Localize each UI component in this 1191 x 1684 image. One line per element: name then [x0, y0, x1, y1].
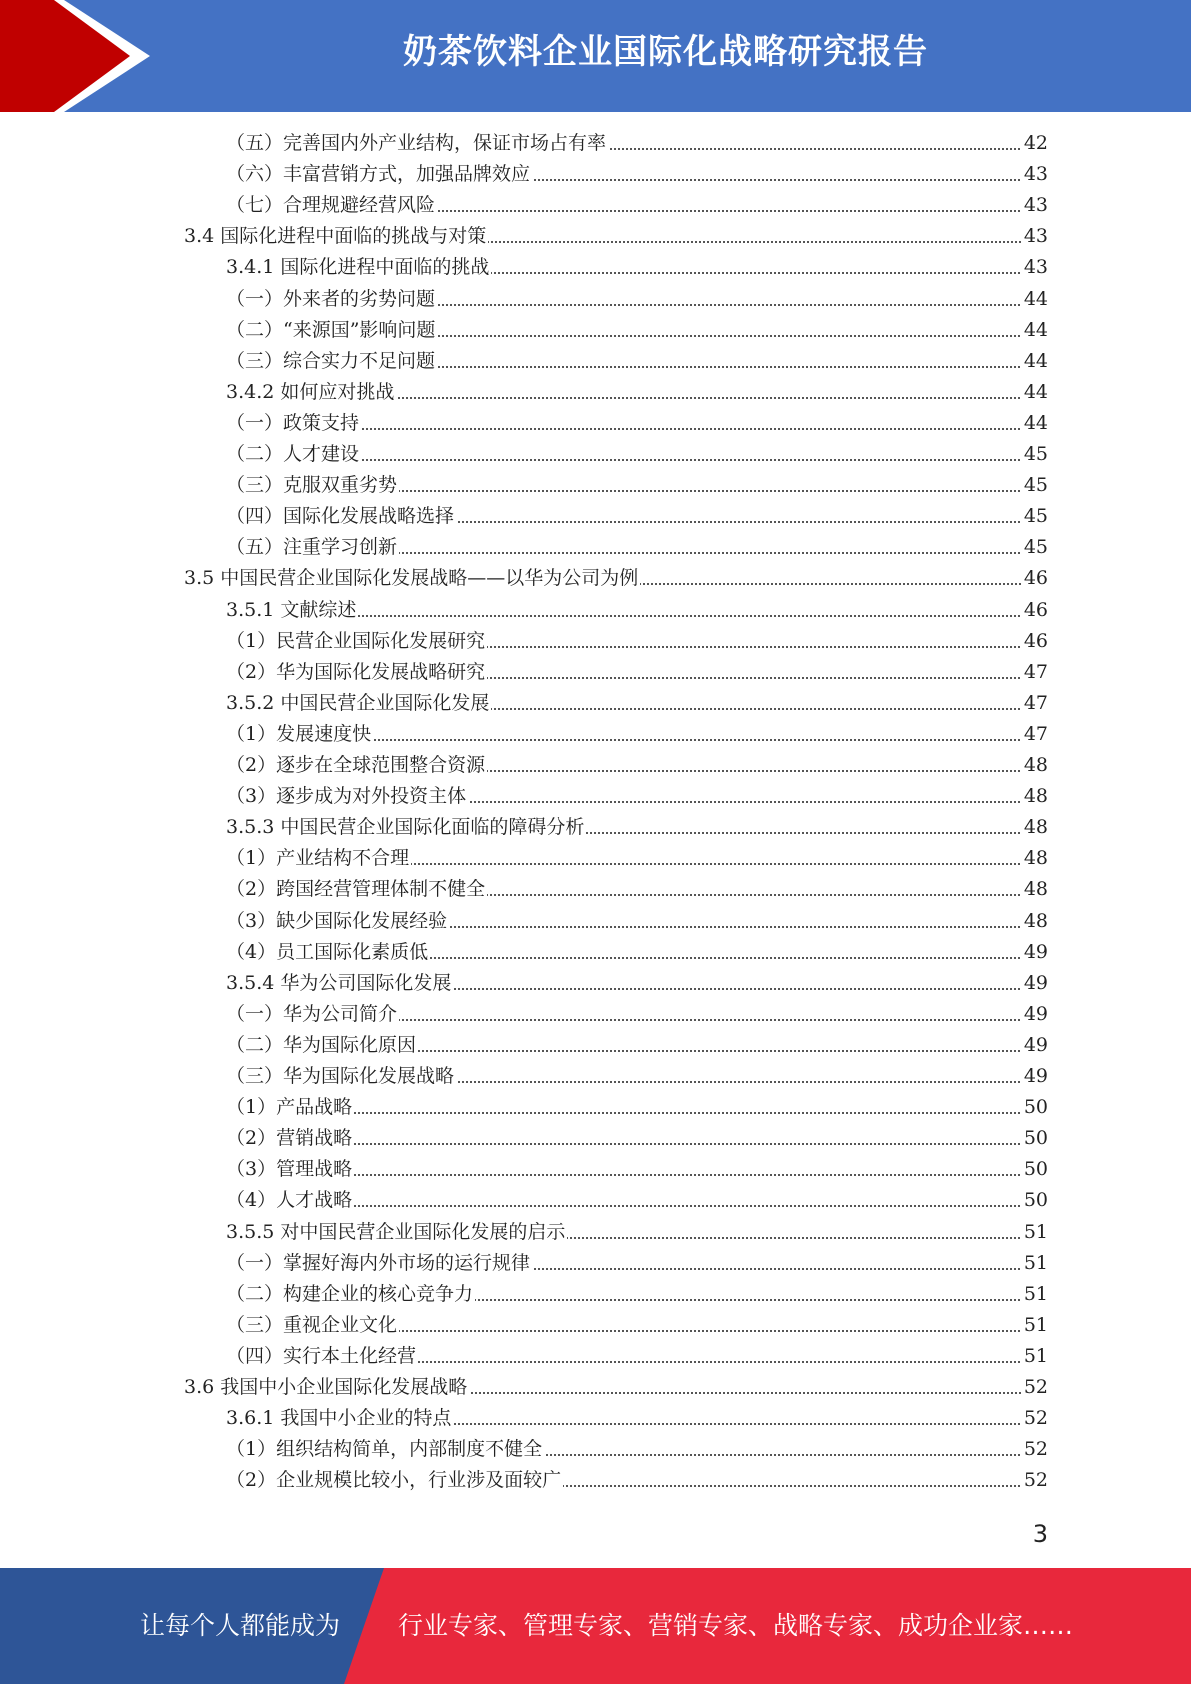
toc-entry-page: 49 [1022, 937, 1048, 968]
toc-entry-label: （四）实行本土化经营 [226, 1341, 418, 1372]
toc-entry-label: （1）产业结构不合理 [226, 843, 411, 874]
toc-entry-page: 43 [1022, 221, 1048, 252]
toc-entry[interactable] [226, 1248, 1048, 1279]
toc-entry-label: （4）人才战略 [226, 1185, 354, 1216]
toc-entry-label: 3.4.1 国际化进程中面临的挑战 [226, 252, 491, 283]
toc-entry-label: （一）华为公司简介 [226, 999, 399, 1030]
toc-entry[interactable] [226, 1185, 1048, 1216]
toc-entry[interactable] [184, 563, 1048, 594]
toc-entry[interactable] [226, 1434, 1048, 1465]
toc-entry-page: 48 [1022, 781, 1048, 812]
toc-entry-label: （二）“来源国”影响问题 [226, 315, 437, 346]
toc-entry[interactable] [226, 626, 1048, 657]
toc-entry-label: （二）人才建设 [226, 439, 361, 470]
footer-slogan-left: 让每个人都能成为 [140, 1611, 341, 1640]
toc-entry-label: （二）构建企业的核心竞争力 [226, 1279, 475, 1310]
toc-entry-label: （五）注重学习创新 [226, 532, 399, 563]
toc-entry-label: （3）管理战略 [226, 1154, 354, 1185]
toc-entry-label: （2）营销战略 [226, 1123, 354, 1154]
toc-entry-page: 51 [1022, 1341, 1048, 1372]
toc-entry-label: 3.6 我国中小企业国际化发展战略 [184, 1372, 469, 1403]
toc-entry[interactable] [226, 719, 1048, 750]
report-title: 奶茶饮料企业国际化战略研究报告 [403, 32, 928, 72]
toc-entry-label: 3.4.2 如何应对挑战 [226, 377, 396, 408]
toc-entry[interactable] [226, 501, 1048, 532]
toc-entry-page: 43 [1022, 252, 1048, 283]
toc-entry[interactable] [226, 128, 1048, 159]
toc-entry-page: 44 [1022, 346, 1048, 377]
toc-entry[interactable] [226, 190, 1048, 221]
toc-entry-page: 44 [1022, 377, 1048, 408]
toc-entry-label: （1）发展速度快 [226, 719, 373, 750]
toc-entry[interactable] [226, 750, 1048, 781]
toc-entry[interactable] [226, 1217, 1048, 1248]
toc-entry-page: 44 [1022, 408, 1048, 439]
toc-entry-label: （2）华为国际化发展战略研究 [226, 657, 487, 688]
toc-entry[interactable] [226, 999, 1048, 1030]
toc-entry[interactable] [226, 843, 1048, 874]
toc-entry-page: 51 [1022, 1279, 1048, 1310]
toc-entry-page: 45 [1022, 439, 1048, 470]
toc-entry[interactable] [226, 874, 1048, 905]
toc-entry[interactable] [226, 781, 1048, 812]
toc-entry-label: （四）国际化发展战略选择 [226, 501, 456, 532]
toc-entry-label: （2）企业规模比较小，行业涉及面较广 [226, 1465, 563, 1496]
toc-entry[interactable] [226, 657, 1048, 688]
toc-entry-page: 46 [1022, 563, 1048, 594]
toc-entry[interactable] [226, 688, 1048, 719]
toc-entry-label: （1）产品战略 [226, 1092, 354, 1123]
toc-entry-label: （1）组织结构简单，内部制度不健全 [226, 1434, 544, 1465]
toc-entry[interactable] [226, 1030, 1048, 1061]
page-number: 3 [1032, 1520, 1048, 1548]
toc-entry-label: 3.5 中国民营企业国际化发展战略——以华为公司为例 [184, 563, 640, 594]
page-footer [0, 1568, 1191, 1684]
toc-entry-label: （二）华为国际化原因 [226, 1030, 418, 1061]
toc-entry-label: 3.6.1 我国中小企业的特点 [226, 1403, 453, 1434]
toc-entry-page: 52 [1022, 1403, 1048, 1434]
toc-entry-label: （3）缺少国际化发展经验 [226, 906, 449, 937]
toc-entry-label: （一）政策支持 [226, 408, 361, 439]
toc-entry-label: （一）外来者的劣势问题 [226, 284, 437, 315]
toc-entry-label: （一）掌握好海内外市场的运行规律 [226, 1248, 532, 1279]
toc-entry[interactable] [226, 968, 1048, 999]
toc-entry[interactable] [184, 1372, 1048, 1403]
toc-entry-page: 51 [1022, 1217, 1048, 1248]
toc-entry-page: 47 [1022, 719, 1048, 750]
toc-entry-page: 48 [1022, 906, 1048, 937]
toc-entry-page: 48 [1022, 874, 1048, 905]
toc-entry[interactable] [226, 1465, 1048, 1496]
toc-entry-label: （三）克服双重劣势 [226, 470, 399, 501]
toc-entry-label: 3.5.2 中国民营企业国际化发展 [226, 688, 491, 719]
toc-entry-page: 46 [1022, 595, 1048, 626]
toc-entry[interactable] [226, 1403, 1048, 1434]
toc-entry-label: （1）民营企业国际化发展研究 [226, 626, 487, 657]
toc-entry[interactable] [226, 595, 1048, 626]
toc-entry-page: 51 [1022, 1248, 1048, 1279]
toc-entry-label: 3.5.1 文献综述 [226, 595, 358, 626]
footer-slogan-right: 行业专家、管理专家、营销专家、战略专家、成功企业家…… [398, 1611, 1074, 1640]
toc-entry-label: 3.5.4 华为公司国际化发展 [226, 968, 453, 999]
toc-entry-page: 47 [1022, 688, 1048, 719]
toc-entry-page: 45 [1022, 470, 1048, 501]
toc-entry-page: 49 [1022, 999, 1048, 1030]
toc-entry[interactable] [184, 221, 1048, 252]
toc-entry-label: （六）丰富营销方式，加强品牌效应 [226, 159, 532, 190]
toc-entry-page: 50 [1022, 1092, 1048, 1123]
toc-entry[interactable] [226, 470, 1048, 501]
toc-entry-label: （2）跨国经营管理体制不健全 [226, 874, 487, 905]
toc-entry-page: 52 [1022, 1465, 1048, 1496]
toc-entry-label: 3.4 国际化进程中面临的挑战与对策 [184, 221, 488, 252]
toc-entry-page: 43 [1022, 159, 1048, 190]
toc-entry[interactable] [226, 906, 1048, 937]
toc-entry-page: 45 [1022, 501, 1048, 532]
toc-entry[interactable] [226, 1341, 1048, 1372]
toc-entry[interactable] [226, 377, 1048, 408]
toc-entry[interactable] [226, 1123, 1048, 1154]
toc-entry-label: 3.5.3 中国民营企业国际化面临的障碍分析 [226, 812, 586, 843]
toc-entry-page: 52 [1022, 1434, 1048, 1465]
toc-entry-label: （三）重视企业文化 [226, 1310, 399, 1341]
toc-entry-label: （3）逐步成为对外投资主体 [226, 781, 468, 812]
toc-entry-page: 45 [1022, 532, 1048, 563]
page-header [0, 0, 1191, 112]
toc-entry-page: 50 [1022, 1123, 1048, 1154]
toc-entry-page: 44 [1022, 284, 1048, 315]
toc-entry-label: （4）员工国际化素质低 [226, 937, 430, 968]
toc-entry[interactable] [226, 408, 1048, 439]
toc-entry-label: （七）合理规避经营风险 [226, 190, 437, 221]
toc-entry-page: 44 [1022, 315, 1048, 346]
toc-entry-page: 52 [1022, 1372, 1048, 1403]
toc-entry-page: 46 [1022, 626, 1048, 657]
toc-entry-label: （2）逐步在全球范围整合资源 [226, 750, 487, 781]
toc-entry[interactable] [226, 439, 1048, 470]
toc-entry-page: 47 [1022, 657, 1048, 688]
toc-entry-page: 50 [1022, 1154, 1048, 1185]
toc-entry-label: （三）华为国际化发展战略 [226, 1061, 456, 1092]
toc-entry[interactable] [226, 284, 1048, 315]
toc-entry-page: 51 [1022, 1310, 1048, 1341]
toc-entry[interactable] [226, 532, 1048, 563]
toc-entry[interactable] [226, 812, 1048, 843]
toc-entry-page: 48 [1022, 843, 1048, 874]
toc-entry-label: （五）完善国内外产业结构，保证市场占有率 [226, 128, 608, 159]
toc-entry[interactable] [226, 315, 1048, 346]
toc-entry-label: （三）综合实力不足问题 [226, 346, 437, 377]
toc-entry-page: 43 [1022, 190, 1048, 221]
toc-entry-label: 3.5.5 对中国民营企业国际化发展的启示 [226, 1217, 567, 1248]
toc-entry-page: 49 [1022, 968, 1048, 999]
toc-entry[interactable] [226, 1310, 1048, 1341]
toc-entry[interactable] [226, 1154, 1048, 1185]
toc-entry[interactable] [226, 159, 1048, 190]
toc-entry[interactable] [226, 1279, 1048, 1310]
toc-entry-page: 49 [1022, 1030, 1048, 1061]
toc-entry-page: 48 [1022, 750, 1048, 781]
toc-entry-page: 48 [1022, 812, 1048, 843]
toc-entry[interactable] [226, 346, 1048, 377]
toc-entry-page: 50 [1022, 1185, 1048, 1216]
toc-entry[interactable] [226, 937, 1048, 968]
toc-entry[interactable] [226, 1061, 1048, 1092]
toc-entry-page: 42 [1022, 128, 1048, 159]
toc-entry[interactable] [226, 252, 1048, 283]
toc-entry[interactable] [226, 1092, 1048, 1123]
toc-entry-page: 49 [1022, 1061, 1048, 1092]
